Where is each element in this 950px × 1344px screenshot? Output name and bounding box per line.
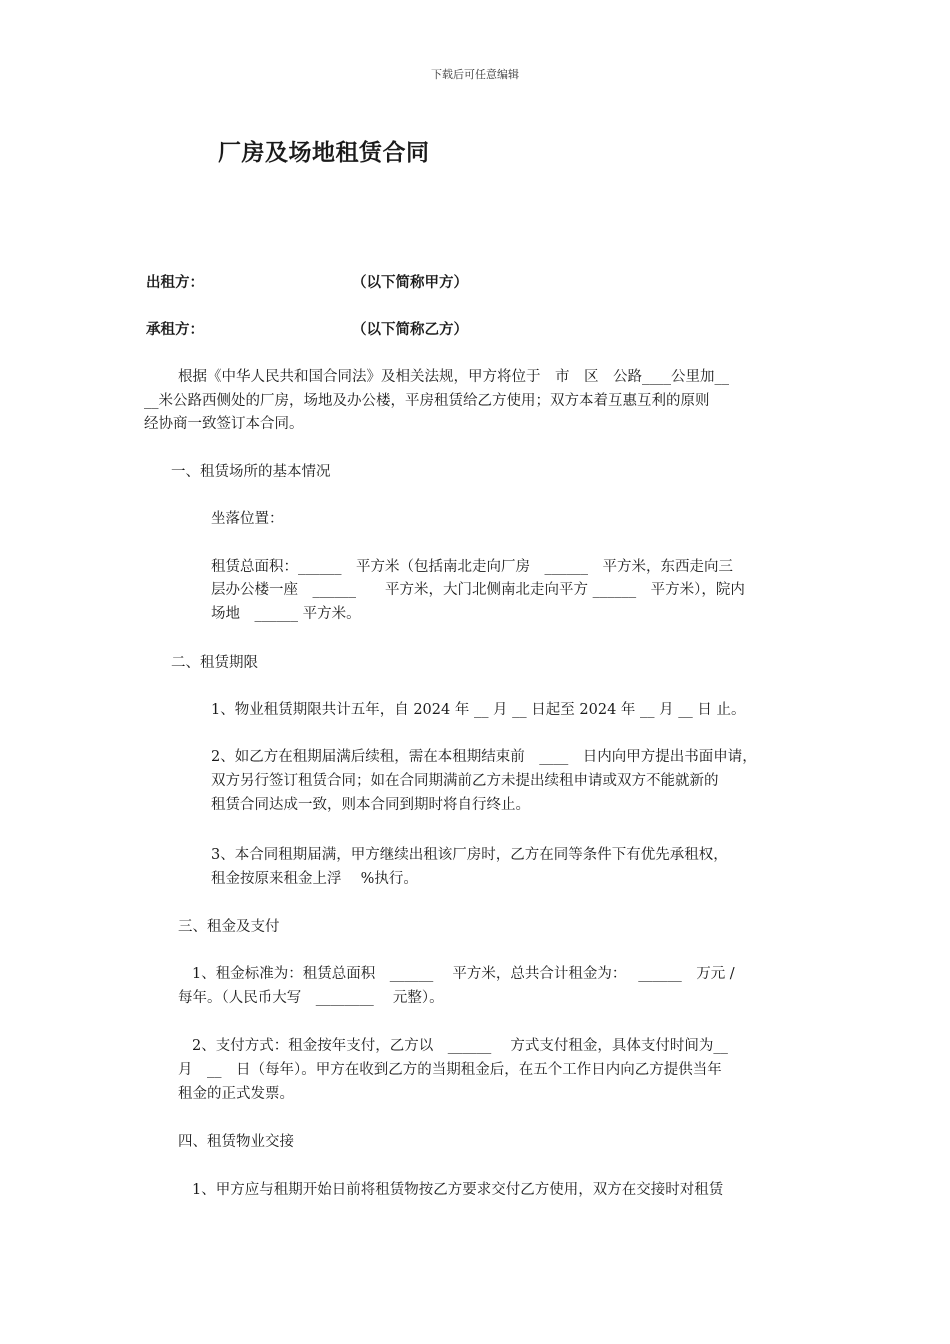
section-heading: 三、租金及支付: [178, 919, 280, 935]
party-lessee: [146, 318, 468, 339]
party-lessee-label: 承租方：: [146, 322, 204, 338]
clause-line: 3、本合同租期届满，甲方继续出租该厂房时，乙方在同等条件下有优先承租权，: [211, 847, 728, 863]
clause-line: 每年。（人民币大写 ________ 元整）。: [178, 990, 444, 1006]
section-heading: 四、租赁物业交接: [178, 1134, 294, 1150]
party-lessee-alias: （以下简称乙方）: [352, 322, 468, 338]
header-note: 下载后可任意编辑: [431, 68, 519, 81]
preamble-line: 根据《中华人民共和国合同法》及相关法规，甲方将位于 市 区 公路____公里加__: [178, 369, 729, 385]
area-line: 场地 ______ 平方米。: [211, 606, 361, 622]
clause-line: 月 __ 日（每年）。甲方在收到乙方的当期租金后，在五个工作日内向乙方提供当年: [178, 1062, 722, 1078]
clause-line: 2、如乙方在租期届满后续租，需在本租期结束前 ____ 日内向甲方提出书面申请，: [211, 749, 757, 765]
section-heading: 一、租赁场所的基本情况: [171, 464, 331, 480]
party-lessor-alias: （以下简称甲方）: [352, 275, 468, 291]
preamble-line: __米公路西侧处的厂房，场地及办公楼，平房租赁给乙方使用；双方本着互惠互利的原则: [144, 393, 710, 409]
clause-line: 1、租金标准为：租赁总面积 ______ 平方米，总共合计租金为： ______ 万元 /: [192, 966, 735, 982]
area-line: 层办公楼一座 ______ 平方米，大门北侧南北走向平方 ______ 平方米），院内: [211, 582, 745, 598]
clause-line: 租金的正式发票。: [178, 1086, 294, 1102]
clause-line: 双方另行签订租赁合同；如在合同期满前乙方未提出续租申请或双方不能就新的: [211, 773, 719, 789]
clause-line: 1、甲方应与租期开始日前将租赁物按乙方要求交付乙方使用，双方在交接时对租赁: [192, 1182, 724, 1198]
clause-line: 租金按原来租金上浮 %执行。: [211, 871, 418, 887]
party-lessor: [146, 271, 468, 292]
contract-title: 厂房及场地租赁合同: [218, 140, 430, 166]
party-lessor-label: 出租方：: [146, 275, 204, 291]
area-line: 租赁总面积：______ 平方米（包括南北走向厂房 ______ 平方米，东西走向三: [211, 559, 733, 575]
clause-line: 2、支付方式：租金按年支付，乙方以 ______ 方式支付租金，具体支付时间为__: [192, 1038, 728, 1054]
location-line: 坐落位置：: [211, 511, 284, 527]
preamble-line: 经协商一致签订本合同。: [144, 416, 304, 432]
clause-line: 1、物业租赁期限共计五年，自 2024 年 __ 月 __ 日起至 2024 年 __ 月 __ 日 止。: [211, 702, 746, 718]
clause-line: 租赁合同达成一致，则本合同到期时将自行终止。: [211, 797, 530, 813]
section-heading: 二、租赁期限: [171, 655, 258, 671]
